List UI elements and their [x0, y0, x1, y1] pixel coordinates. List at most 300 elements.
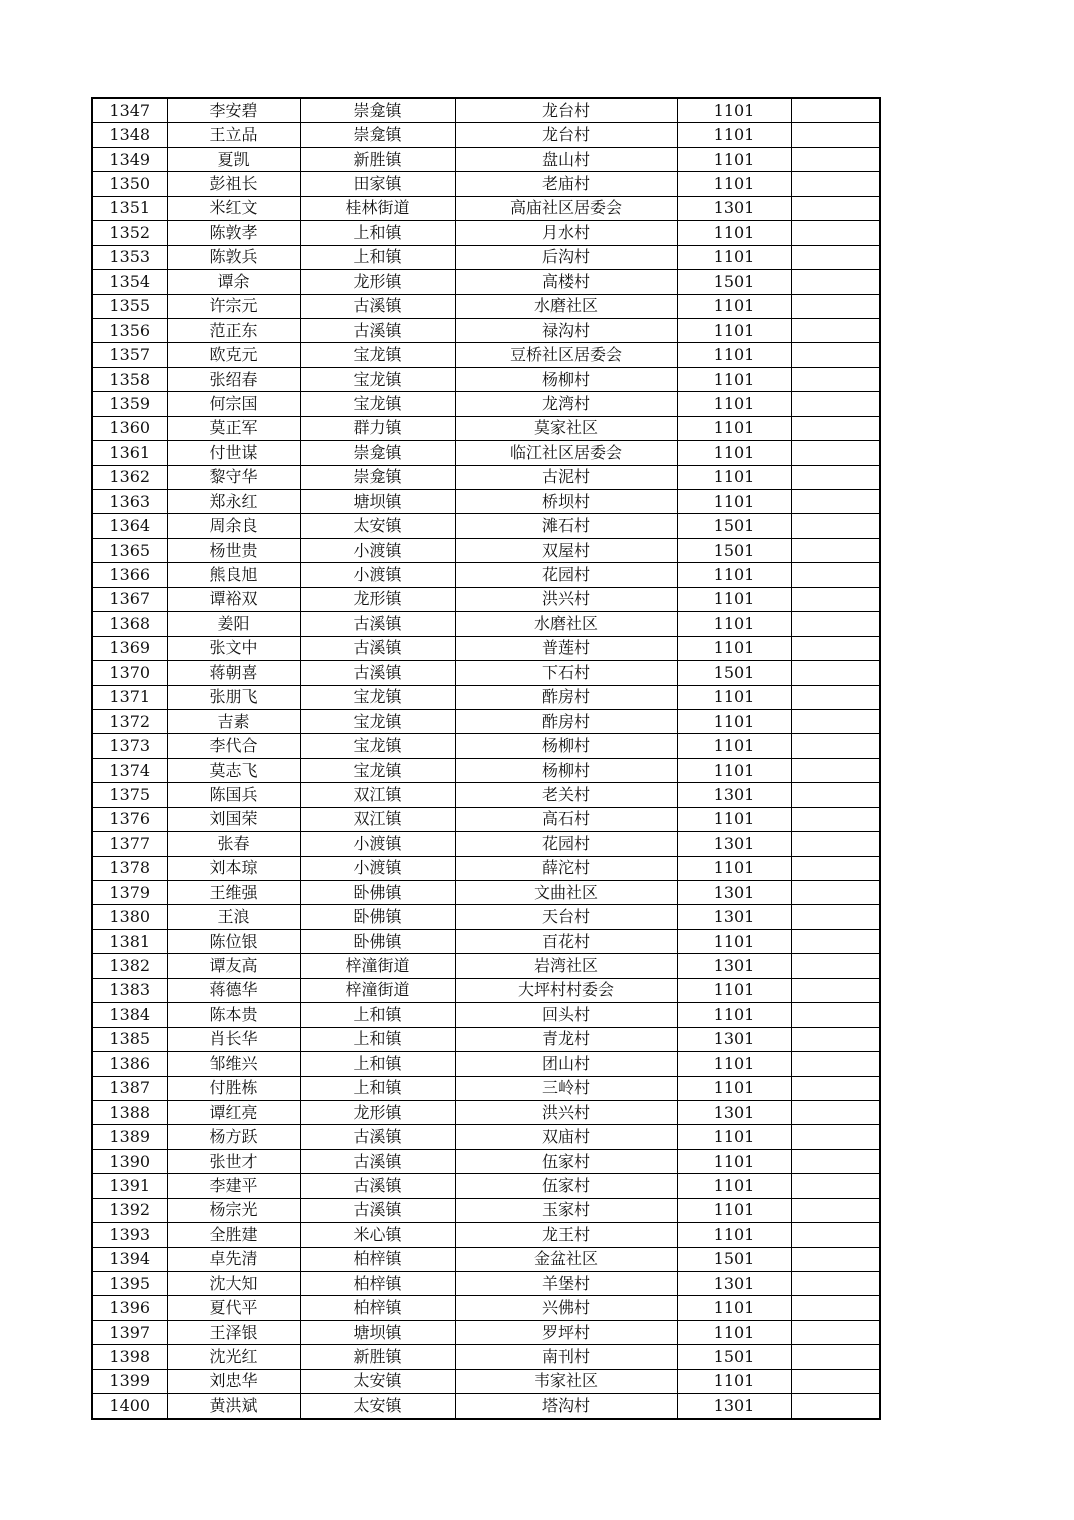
- village-cell: 伍家村: [455, 1149, 677, 1173]
- village-cell: 罗坪村: [455, 1320, 677, 1344]
- village-cell: 高石村: [455, 807, 677, 831]
- village-cell: 天台村: [455, 905, 677, 929]
- village-cell: 双屋村: [455, 538, 677, 562]
- code-cell: 1101: [677, 1149, 791, 1173]
- name-cell: 谭余: [167, 270, 300, 294]
- blank-cell: [791, 416, 880, 440]
- blank-cell: [791, 1052, 880, 1076]
- name-cell: 王立品: [167, 123, 300, 147]
- village-cell: 南刊村: [455, 1345, 677, 1369]
- name-cell: 张世才: [167, 1149, 300, 1173]
- name-cell: 陈国兵: [167, 783, 300, 807]
- village-cell: 酢房村: [455, 685, 677, 709]
- serial-number-cell: 1383: [92, 978, 167, 1002]
- blank-cell: [791, 1003, 880, 1027]
- blank-cell: [791, 1272, 880, 1296]
- code-cell: 1101: [677, 1320, 791, 1344]
- village-cell: 伍家村: [455, 1174, 677, 1198]
- table-row: [92, 881, 880, 905]
- town-cell: 卧佛镇: [300, 905, 455, 929]
- table-row: [92, 1076, 880, 1100]
- table-row: [92, 1345, 880, 1369]
- code-cell: 1501: [677, 514, 791, 538]
- name-cell: 李建平: [167, 1174, 300, 1198]
- table-row: [92, 1320, 880, 1344]
- table-row: [92, 1369, 880, 1393]
- code-cell: 1501: [677, 270, 791, 294]
- table-row: [92, 465, 880, 489]
- table-row: [92, 1394, 880, 1419]
- code-cell: 1501: [677, 538, 791, 562]
- name-cell: 陈位银: [167, 929, 300, 953]
- name-cell: 黎守华: [167, 465, 300, 489]
- town-cell: 柏梓镇: [300, 1247, 455, 1271]
- town-cell: 龙形镇: [300, 270, 455, 294]
- name-cell: 付胜栋: [167, 1076, 300, 1100]
- town-cell: 古溪镇: [300, 1174, 455, 1198]
- name-cell: 刘国荣: [167, 807, 300, 831]
- name-cell: 沈大知: [167, 1272, 300, 1296]
- serial-number-cell: 1389: [92, 1125, 167, 1149]
- code-cell: 1101: [677, 856, 791, 880]
- table-row: [92, 832, 880, 856]
- serial-number-cell: 1388: [92, 1100, 167, 1124]
- town-cell: 上和镇: [300, 1027, 455, 1051]
- table-row: [92, 856, 880, 880]
- table-row: [92, 245, 880, 269]
- name-cell: 莫正军: [167, 416, 300, 440]
- village-cell: 大坪村村委会: [455, 978, 677, 1002]
- table-row: [92, 905, 880, 929]
- blank-cell: [791, 1125, 880, 1149]
- village-cell: 禄沟村: [455, 318, 677, 342]
- serial-number-cell: 1395: [92, 1272, 167, 1296]
- name-cell: 范正东: [167, 318, 300, 342]
- serial-number-cell: 1391: [92, 1174, 167, 1198]
- serial-number-cell: 1392: [92, 1198, 167, 1222]
- blank-cell: [791, 172, 880, 196]
- name-cell: 付世谋: [167, 441, 300, 465]
- name-cell: 李代合: [167, 734, 300, 758]
- blank-cell: [791, 612, 880, 636]
- name-cell: 吉素: [167, 709, 300, 733]
- blank-cell: [791, 343, 880, 367]
- code-cell: 1101: [677, 1125, 791, 1149]
- name-cell: 李安碧: [167, 98, 300, 123]
- serial-number-cell: 1397: [92, 1320, 167, 1344]
- town-cell: 太安镇: [300, 1369, 455, 1393]
- town-cell: 古溪镇: [300, 636, 455, 660]
- code-cell: 1101: [677, 636, 791, 660]
- blank-cell: [791, 978, 880, 1002]
- table-row: [92, 563, 880, 587]
- town-cell: 新胜镇: [300, 147, 455, 171]
- name-cell: 肖长华: [167, 1027, 300, 1051]
- village-cell: 团山村: [455, 1052, 677, 1076]
- town-cell: 宝龙镇: [300, 367, 455, 391]
- name-cell: 蒋德华: [167, 978, 300, 1002]
- name-cell: 王浪: [167, 905, 300, 929]
- table-row: [92, 587, 880, 611]
- town-cell: 小渡镇: [300, 856, 455, 880]
- table-row: [92, 1296, 880, 1320]
- name-cell: 谭裕双: [167, 587, 300, 611]
- code-cell: 1101: [677, 1296, 791, 1320]
- table-row: [92, 1149, 880, 1173]
- table-row: [92, 1027, 880, 1051]
- town-cell: 崇龛镇: [300, 123, 455, 147]
- serial-number-cell: 1349: [92, 147, 167, 171]
- table-row: [92, 147, 880, 171]
- town-cell: 上和镇: [300, 245, 455, 269]
- serial-number-cell: 1390: [92, 1149, 167, 1173]
- blank-cell: [791, 1027, 880, 1051]
- name-cell: 夏凯: [167, 147, 300, 171]
- blank-cell: [791, 318, 880, 342]
- town-cell: 上和镇: [300, 221, 455, 245]
- blank-cell: [791, 294, 880, 318]
- village-cell: 文曲社区: [455, 881, 677, 905]
- name-cell: 姜阳: [167, 612, 300, 636]
- village-cell: 老关村: [455, 783, 677, 807]
- code-cell: 1101: [677, 709, 791, 733]
- table-row: [92, 196, 880, 220]
- town-cell: 崇龛镇: [300, 98, 455, 123]
- code-cell: 1101: [677, 221, 791, 245]
- village-cell: 莫家社区: [455, 416, 677, 440]
- serial-number-cell: 1358: [92, 367, 167, 391]
- code-cell: 1101: [677, 563, 791, 587]
- blank-cell: [791, 661, 880, 685]
- code-cell: 1301: [677, 954, 791, 978]
- name-cell: 杨方跃: [167, 1125, 300, 1149]
- table-row: [92, 709, 880, 733]
- code-cell: 1101: [677, 294, 791, 318]
- code-cell: 1101: [677, 147, 791, 171]
- town-cell: 宝龙镇: [300, 392, 455, 416]
- blank-cell: [791, 490, 880, 514]
- code-cell: 1101: [677, 734, 791, 758]
- name-cell: 杨世贵: [167, 538, 300, 562]
- village-cell: 古泥村: [455, 465, 677, 489]
- town-cell: 小渡镇: [300, 832, 455, 856]
- code-cell: 1101: [677, 807, 791, 831]
- name-cell: 王泽银: [167, 1320, 300, 1344]
- name-cell: 沈光红: [167, 1345, 300, 1369]
- code-cell: 1301: [677, 905, 791, 929]
- serial-number-cell: 1354: [92, 270, 167, 294]
- code-cell: 1101: [677, 1198, 791, 1222]
- code-cell: 1101: [677, 416, 791, 440]
- name-cell: 杨宗光: [167, 1198, 300, 1222]
- blank-cell: [791, 1198, 880, 1222]
- serial-number-cell: 1374: [92, 758, 167, 782]
- name-cell: 刘本琼: [167, 856, 300, 880]
- table-row: [92, 978, 880, 1002]
- serial-number-cell: 1350: [92, 172, 167, 196]
- table-row: [92, 1174, 880, 1198]
- town-cell: 宝龙镇: [300, 709, 455, 733]
- table-row: [92, 367, 880, 391]
- village-cell: 高庙社区居委会: [455, 196, 677, 220]
- code-cell: 1101: [677, 1174, 791, 1198]
- serial-number-cell: 1361: [92, 441, 167, 465]
- table-row: [92, 807, 880, 831]
- table-row: [92, 221, 880, 245]
- name-cell: 蒋朝喜: [167, 661, 300, 685]
- town-cell: 古溪镇: [300, 1198, 455, 1222]
- blank-cell: [791, 98, 880, 123]
- town-cell: 古溪镇: [300, 1125, 455, 1149]
- blank-cell: [791, 807, 880, 831]
- serial-number-cell: 1371: [92, 685, 167, 709]
- town-cell: 小渡镇: [300, 563, 455, 587]
- serial-number-cell: 1378: [92, 856, 167, 880]
- town-cell: 宝龙镇: [300, 734, 455, 758]
- code-cell: 1101: [677, 1003, 791, 1027]
- blank-cell: [791, 636, 880, 660]
- table-row: [92, 98, 880, 123]
- blank-cell: [791, 856, 880, 880]
- blank-cell: [791, 734, 880, 758]
- serial-number-cell: 1382: [92, 954, 167, 978]
- serial-number-cell: 1393: [92, 1223, 167, 1247]
- village-cell: 青龙村: [455, 1027, 677, 1051]
- table-row: [92, 1052, 880, 1076]
- table-row: [92, 514, 880, 538]
- name-cell: 夏代平: [167, 1296, 300, 1320]
- serial-number-cell: 1347: [92, 98, 167, 123]
- code-cell: 1501: [677, 1247, 791, 1271]
- town-cell: 群力镇: [300, 416, 455, 440]
- name-cell: 张绍春: [167, 367, 300, 391]
- blank-cell: [791, 1100, 880, 1124]
- serial-number-cell: 1387: [92, 1076, 167, 1100]
- serial-number-cell: 1366: [92, 563, 167, 587]
- name-cell: 黄洪斌: [167, 1394, 300, 1419]
- town-cell: 卧佛镇: [300, 881, 455, 905]
- serial-number-cell: 1363: [92, 490, 167, 514]
- table-row: [92, 1003, 880, 1027]
- village-cell: 后沟村: [455, 245, 677, 269]
- blank-cell: [791, 392, 880, 416]
- town-cell: 卧佛镇: [300, 929, 455, 953]
- code-cell: 1101: [677, 318, 791, 342]
- serial-number-cell: 1376: [92, 807, 167, 831]
- blank-cell: [791, 709, 880, 733]
- name-cell: 邹维兴: [167, 1052, 300, 1076]
- name-cell: 谭红亮: [167, 1100, 300, 1124]
- serial-number-cell: 1369: [92, 636, 167, 660]
- serial-number-cell: 1373: [92, 734, 167, 758]
- blank-cell: [791, 1320, 880, 1344]
- serial-number-cell: 1348: [92, 123, 167, 147]
- serial-number-cell: 1381: [92, 929, 167, 953]
- code-cell: 1101: [677, 758, 791, 782]
- village-cell: 羊堡村: [455, 1272, 677, 1296]
- code-cell: 1101: [677, 172, 791, 196]
- town-cell: 田家镇: [300, 172, 455, 196]
- village-cell: 洪兴村: [455, 587, 677, 611]
- town-cell: 上和镇: [300, 1003, 455, 1027]
- name-cell: 莫志飞: [167, 758, 300, 782]
- village-cell: 月水村: [455, 221, 677, 245]
- village-cell: 洪兴村: [455, 1100, 677, 1124]
- code-cell: 1101: [677, 343, 791, 367]
- name-cell: 张朋飞: [167, 685, 300, 709]
- name-cell: 王维强: [167, 881, 300, 905]
- village-cell: 龙台村: [455, 98, 677, 123]
- serial-number-cell: 1377: [92, 832, 167, 856]
- village-cell: 老庙村: [455, 172, 677, 196]
- serial-number-cell: 1399: [92, 1369, 167, 1393]
- serial-number-cell: 1385: [92, 1027, 167, 1051]
- table-row: [92, 1100, 880, 1124]
- blank-cell: [791, 465, 880, 489]
- blank-cell: [791, 832, 880, 856]
- town-cell: 太安镇: [300, 1394, 455, 1419]
- town-cell: 柏梓镇: [300, 1296, 455, 1320]
- name-cell: 张文中: [167, 636, 300, 660]
- village-cell: 杨柳村: [455, 734, 677, 758]
- town-cell: 柏梓镇: [300, 1272, 455, 1296]
- serial-number-cell: 1357: [92, 343, 167, 367]
- name-cell: 张春: [167, 832, 300, 856]
- name-cell: 谭友高: [167, 954, 300, 978]
- code-cell: 1101: [677, 978, 791, 1002]
- blank-cell: [791, 905, 880, 929]
- table-row: [92, 416, 880, 440]
- table-row: [92, 758, 880, 782]
- serial-number-cell: 1398: [92, 1345, 167, 1369]
- town-cell: 龙形镇: [300, 587, 455, 611]
- serial-number-cell: 1353: [92, 245, 167, 269]
- blank-cell: [791, 1076, 880, 1100]
- town-cell: 上和镇: [300, 1076, 455, 1100]
- code-cell: 1301: [677, 1100, 791, 1124]
- village-cell: 盘山村: [455, 147, 677, 171]
- name-cell: 周余良: [167, 514, 300, 538]
- town-cell: 古溪镇: [300, 294, 455, 318]
- town-cell: 塘坝镇: [300, 1320, 455, 1344]
- name-cell: 陈敦兵: [167, 245, 300, 269]
- blank-cell: [791, 441, 880, 465]
- blank-cell: [791, 1369, 880, 1393]
- village-cell: 豆桥社区居委会: [455, 343, 677, 367]
- serial-number-cell: 1375: [92, 783, 167, 807]
- blank-cell: [791, 1149, 880, 1173]
- blank-cell: [791, 245, 880, 269]
- blank-cell: [791, 1345, 880, 1369]
- town-cell: 米心镇: [300, 1223, 455, 1247]
- blank-cell: [791, 1174, 880, 1198]
- table-row: [92, 685, 880, 709]
- village-cell: 金盆社区: [455, 1247, 677, 1271]
- serial-number-cell: 1384: [92, 1003, 167, 1027]
- village-cell: 玉家村: [455, 1198, 677, 1222]
- town-cell: 太安镇: [300, 514, 455, 538]
- code-cell: 1101: [677, 587, 791, 611]
- code-cell: 1101: [677, 465, 791, 489]
- code-cell: 1101: [677, 1052, 791, 1076]
- table-row: [92, 1272, 880, 1296]
- blank-cell: [791, 196, 880, 220]
- village-cell: 薛沱村: [455, 856, 677, 880]
- table-row: [92, 734, 880, 758]
- town-cell: 古溪镇: [300, 612, 455, 636]
- serial-number-cell: 1355: [92, 294, 167, 318]
- serial-number-cell: 1400: [92, 1394, 167, 1419]
- blank-cell: [791, 1296, 880, 1320]
- village-cell: 龙王村: [455, 1223, 677, 1247]
- table-row: [92, 612, 880, 636]
- serial-number-cell: 1386: [92, 1052, 167, 1076]
- town-cell: 宝龙镇: [300, 343, 455, 367]
- serial-number-cell: 1370: [92, 661, 167, 685]
- village-cell: 高楼村: [455, 270, 677, 294]
- table-row: [92, 661, 880, 685]
- code-cell: 1101: [677, 1369, 791, 1393]
- town-cell: 上和镇: [300, 1052, 455, 1076]
- village-cell: 桥坝村: [455, 490, 677, 514]
- town-cell: 梓潼街道: [300, 978, 455, 1002]
- table-row: [92, 1125, 880, 1149]
- code-cell: 1101: [677, 98, 791, 123]
- roster-body: [92, 98, 880, 1419]
- code-cell: 1101: [677, 245, 791, 269]
- blank-cell: [791, 1223, 880, 1247]
- blank-cell: [791, 758, 880, 782]
- code-cell: 1101: [677, 367, 791, 391]
- table-row: [92, 441, 880, 465]
- table-row: [92, 490, 880, 514]
- town-cell: 新胜镇: [300, 1345, 455, 1369]
- village-cell: 临江社区居委会: [455, 441, 677, 465]
- code-cell: 1101: [677, 1076, 791, 1100]
- table-row: [92, 294, 880, 318]
- serial-number-cell: 1360: [92, 416, 167, 440]
- blank-cell: [791, 147, 880, 171]
- name-cell: 何宗国: [167, 392, 300, 416]
- code-cell: 1101: [677, 441, 791, 465]
- blank-cell: [791, 367, 880, 391]
- roster-table: [91, 97, 881, 1420]
- village-cell: 百花村: [455, 929, 677, 953]
- village-cell: 水磨社区: [455, 294, 677, 318]
- code-cell: 1101: [677, 929, 791, 953]
- table-row: [92, 954, 880, 978]
- blank-cell: [791, 270, 880, 294]
- table-row: [92, 1198, 880, 1222]
- name-cell: 陈敦孝: [167, 221, 300, 245]
- code-cell: 1101: [677, 123, 791, 147]
- serial-number-cell: 1368: [92, 612, 167, 636]
- town-cell: 古溪镇: [300, 1149, 455, 1173]
- blank-cell: [791, 783, 880, 807]
- table-row: [92, 1223, 880, 1247]
- name-cell: 欧克元: [167, 343, 300, 367]
- village-cell: 下石村: [455, 661, 677, 685]
- name-cell: 许宗元: [167, 294, 300, 318]
- town-cell: 梓潼街道: [300, 954, 455, 978]
- serial-number-cell: 1394: [92, 1247, 167, 1271]
- town-cell: 塘坝镇: [300, 490, 455, 514]
- blank-cell: [791, 587, 880, 611]
- name-cell: 卓先清: [167, 1247, 300, 1271]
- town-cell: 古溪镇: [300, 661, 455, 685]
- name-cell: 陈本贵: [167, 1003, 300, 1027]
- town-cell: 崇龛镇: [300, 441, 455, 465]
